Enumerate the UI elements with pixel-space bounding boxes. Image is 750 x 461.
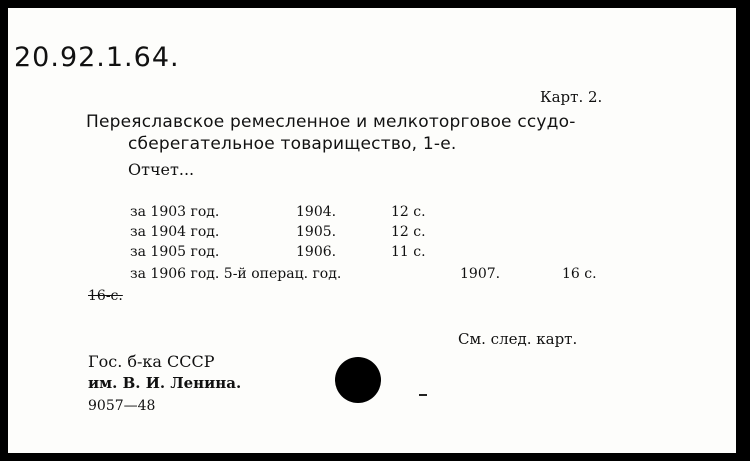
catalog-card: [8, 8, 736, 453]
library-stamp-line-2: им. В. И. Ленина.: [88, 374, 242, 392]
row-4-col-1: за 1906 год. 5-й операц. год.: [130, 266, 342, 282]
handwritten-code: 20.92.1.64.: [14, 42, 180, 73]
title-line-2: [128, 134, 456, 154]
row-3-col-3: 11 с.: [391, 244, 426, 260]
row-1-col-3: 12 с.: [391, 204, 426, 220]
ink-mark: [419, 394, 427, 396]
row-3-col-1: за 1905 год.: [130, 244, 220, 260]
row-1-col-1: за 1903 год.: [130, 204, 220, 220]
row-4-col-2: 1907.: [460, 266, 501, 282]
edition-mark: 1-е.: [422, 134, 457, 154]
see-next-card: См. след. карт.: [458, 330, 578, 348]
scan-border: [736, 0, 750, 461]
report-label: Отчет...: [128, 160, 195, 179]
row-2-col-1: за 1904 год.: [130, 224, 220, 240]
title-line-1: Переяславское ремесленное и мелкоторговое ссудо-: [86, 112, 576, 132]
title-line-2-text: сберегательное товарищество,: [128, 134, 418, 154]
card-number: Карт. 2.: [540, 88, 603, 106]
library-stamp-line-1: Гос. б-ка СССР: [88, 352, 215, 371]
punch-hole: [335, 357, 381, 403]
library-stamp-line-3: 9057—48: [88, 398, 156, 414]
row-2-col-2: 1905.: [296, 224, 337, 240]
row-4-col-3: 16 с.: [562, 266, 597, 282]
row-3-col-2: 1906.: [296, 244, 337, 260]
row-2-col-3: 12 с.: [391, 224, 426, 240]
row-1-col-2: 1904.: [296, 204, 337, 220]
struck-text: 16-с.: [88, 288, 123, 304]
